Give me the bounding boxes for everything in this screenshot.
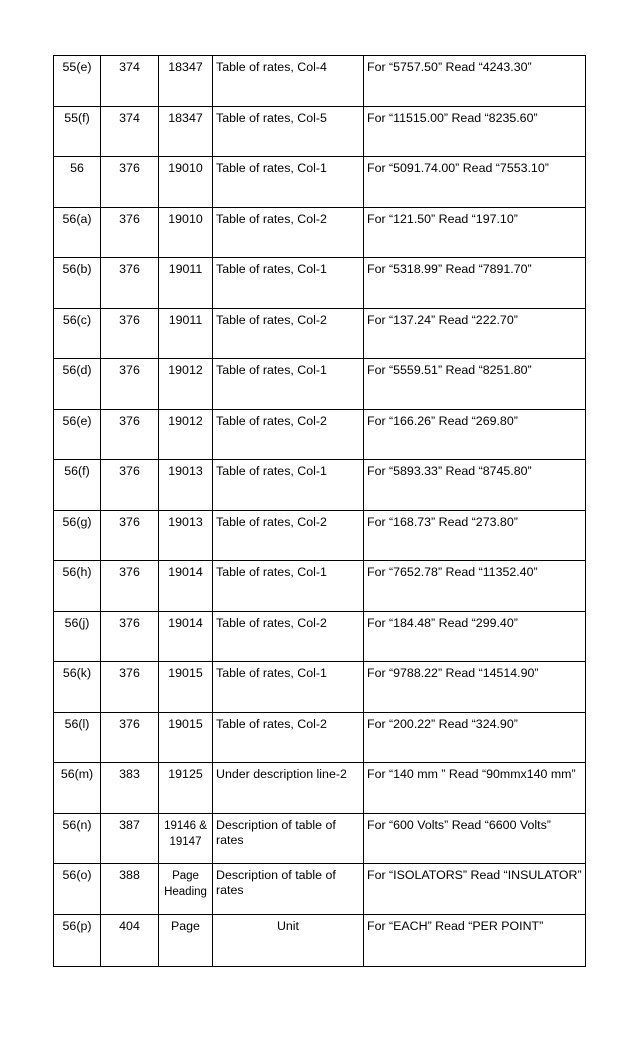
- table-row: [54, 157, 586, 208]
- table-row: [54, 561, 586, 612]
- table-row: [54, 713, 586, 763]
- para-cell: 18347: [159, 107, 213, 157]
- page-cell: 376: [101, 511, 159, 561]
- page-cell: 376: [101, 612, 159, 662]
- correction-cell: For “5893.33” Read “8745.80”: [364, 460, 586, 511]
- description-cell: Table of rates, Col-2: [213, 309, 364, 359]
- item-cell: 56(l): [54, 713, 101, 763]
- item-cell: 55(f): [54, 107, 101, 157]
- table-row: [54, 662, 586, 713]
- para-cell: 19014: [159, 612, 213, 662]
- para-cell: 19013: [159, 460, 213, 511]
- description-cell: Table of rates, Col-4: [213, 56, 364, 107]
- para-cell: 19146 & 19147: [159, 814, 213, 864]
- correction-cell: For “166.26” Read “269.80”: [364, 410, 586, 460]
- description-cell: Table of rates, Col-2: [213, 511, 364, 561]
- page-cell: 376: [101, 410, 159, 460]
- item-cell: 56(o): [54, 864, 101, 915]
- description-cell: Under description line-2: [213, 763, 364, 814]
- page-cell: 376: [101, 157, 159, 208]
- item-cell: 56(n): [54, 814, 101, 864]
- description-cell: Unit: [213, 915, 364, 967]
- item-cell: 56(m): [54, 763, 101, 814]
- para-cell: 19015: [159, 662, 213, 713]
- correction-cell: For “5091.74.00” Read “7553.10”: [364, 157, 586, 208]
- page-cell: 376: [101, 309, 159, 359]
- page-cell: 383: [101, 763, 159, 814]
- page-cell: 376: [101, 258, 159, 309]
- para-cell: 19012: [159, 410, 213, 460]
- table-row: [54, 460, 586, 511]
- description-cell: Table of rates, Col-1: [213, 460, 364, 511]
- para-cell: Page: [159, 915, 213, 967]
- para-cell: 19011: [159, 258, 213, 309]
- correction-cell: For “7652.78” Read “11352.40”: [364, 561, 586, 612]
- description-cell: Table of rates, Col-5: [213, 107, 364, 157]
- correction-cell: For “9788.22” Read “14514.90”: [364, 662, 586, 713]
- page-cell: 374: [101, 107, 159, 157]
- para-cell: 19010: [159, 157, 213, 208]
- description-cell: Table of rates, Col-2: [213, 713, 364, 763]
- description-cell: Table of rates, Col-1: [213, 561, 364, 612]
- table-row: [54, 410, 586, 460]
- item-cell: 56(a): [54, 208, 101, 258]
- correction-cell: For “5318.99” Read “7891.70”: [364, 258, 586, 309]
- correction-cell: For “137.24” Read “222.70”: [364, 309, 586, 359]
- para-cell: Page Heading: [159, 864, 213, 915]
- page-cell: 376: [101, 713, 159, 763]
- item-cell: 56(c): [54, 309, 101, 359]
- para-cell: 19013: [159, 511, 213, 561]
- table-row: [54, 511, 586, 561]
- table-row: [54, 915, 586, 967]
- description-cell: Table of rates, Col-1: [213, 359, 364, 410]
- correction-cell: For “140 mm ” Read “90mmx140 mm”: [364, 763, 586, 814]
- item-cell: 56(f): [54, 460, 101, 511]
- table-row: [54, 56, 586, 107]
- table-row: [54, 814, 586, 864]
- para-cell: 19125: [159, 763, 213, 814]
- correction-cell: For “184.48” Read “299.40”: [364, 612, 586, 662]
- correction-cell: For “5559.51” Read “8251.80”: [364, 359, 586, 410]
- para-cell: 19012: [159, 359, 213, 410]
- correction-cell: For “600 Volts” Read “6600 Volts”: [364, 814, 586, 864]
- description-cell: Table of rates, Col-2: [213, 612, 364, 662]
- page-cell: 404: [101, 915, 159, 967]
- page-cell: 376: [101, 208, 159, 258]
- page-cell: 376: [101, 662, 159, 713]
- para-cell: 19014: [159, 561, 213, 612]
- item-cell: 56(k): [54, 662, 101, 713]
- para-cell: 19011: [159, 309, 213, 359]
- description-cell: Table of rates, Col-1: [213, 258, 364, 309]
- item-cell: 56: [54, 157, 101, 208]
- correction-cell: For “EACH” Read “PER POINT”: [364, 915, 586, 967]
- page-cell: 376: [101, 460, 159, 511]
- correction-cell: For “168.73” Read “273.80”: [364, 511, 586, 561]
- corrections-table-body: [54, 56, 586, 967]
- item-cell: 56(d): [54, 359, 101, 410]
- description-cell: Table of rates, Col-1: [213, 157, 364, 208]
- correction-cell: For “11515.00” Read “8235.60”: [364, 107, 586, 157]
- item-cell: 56(h): [54, 561, 101, 612]
- table-row: [54, 309, 586, 359]
- item-cell: 55(e): [54, 56, 101, 107]
- description-cell: Description of table of rates: [213, 864, 364, 915]
- page-cell: 387: [101, 814, 159, 864]
- item-cell: 56(e): [54, 410, 101, 460]
- description-cell: Description of table of rates: [213, 814, 364, 864]
- item-cell: 56(g): [54, 511, 101, 561]
- table-row: [54, 258, 586, 309]
- description-cell: Table of rates, Col-2: [213, 410, 364, 460]
- para-cell: 19015: [159, 713, 213, 763]
- table-row: [54, 208, 586, 258]
- correction-cell: For “121.50” Read “197.10”: [364, 208, 586, 258]
- page-cell: 374: [101, 56, 159, 107]
- para-cell: 18347: [159, 56, 213, 107]
- correction-cell: For “200.22” Read “324.90”: [364, 713, 586, 763]
- table-row: [54, 107, 586, 157]
- para-cell: 19010: [159, 208, 213, 258]
- table-row: [54, 763, 586, 814]
- table-row: [54, 359, 586, 410]
- description-cell: Table of rates, Col-2: [213, 208, 364, 258]
- page-cell: 376: [101, 561, 159, 612]
- item-cell: 56(j): [54, 612, 101, 662]
- item-cell: 56(b): [54, 258, 101, 309]
- correction-cell: For “5757.50” Read “4243.30”: [364, 56, 586, 107]
- table-row: [54, 612, 586, 662]
- item-cell: 56(p): [54, 915, 101, 967]
- page-cell: 376: [101, 359, 159, 410]
- page-cell: 388: [101, 864, 159, 915]
- description-cell: Table of rates, Col-1: [213, 662, 364, 713]
- corrections-table: [53, 55, 586, 967]
- table-row: [54, 864, 586, 915]
- correction-cell: For “ISOLATORS” Read “INSULATOR”: [364, 864, 586, 915]
